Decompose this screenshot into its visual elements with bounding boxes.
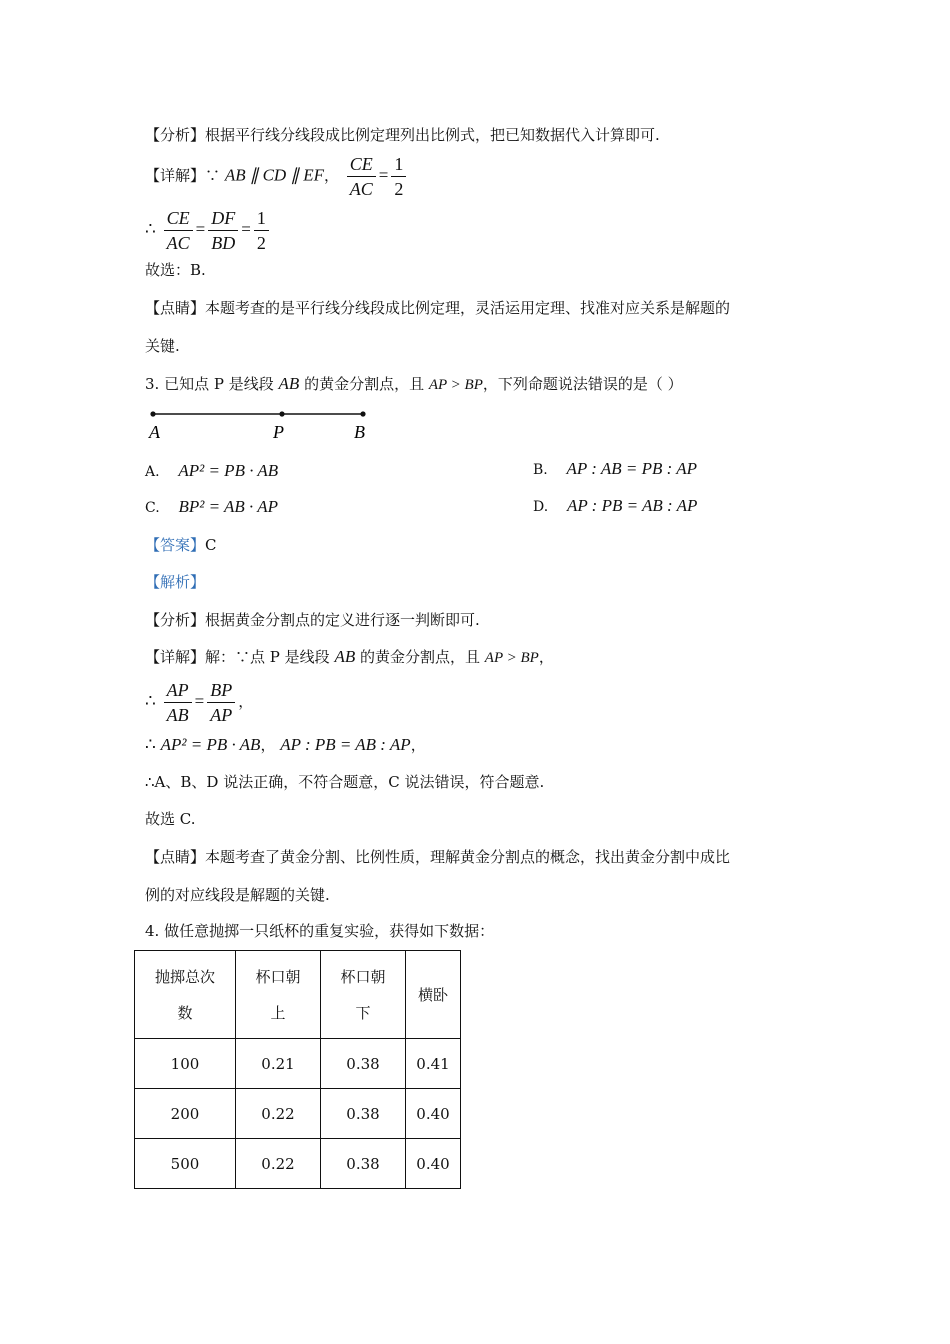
option-letter: A. [145, 464, 160, 480]
numerator: CE [347, 152, 376, 177]
header-text: 杯口朝 [255, 967, 301, 986]
option-d[interactable] [533, 496, 697, 516]
comment-line [145, 297, 730, 319]
question-4-stem: 4. 做任意抛掷一只纸杯的重复实验，获得如下数据： [145, 922, 495, 940]
segment-ab: AB [278, 374, 300, 393]
segment-ab: AB [334, 647, 356, 666]
detail-text: 的黄金分割点，且 [360, 648, 481, 666]
table-row [135, 1139, 461, 1189]
table-cell: 0.40 [406, 1089, 461, 1139]
comment-line-cont: 例的对应线段是解题的关键. [145, 886, 330, 904]
option-expr: AP² = PB · AB [178, 461, 279, 480]
detail-text: ， [538, 648, 554, 666]
table-cell: 0.38 [321, 1039, 406, 1089]
ratio-line [145, 678, 253, 727]
choose-line: 故选 C. [145, 810, 196, 828]
table-cell: 0.41 [406, 1039, 461, 1089]
table-row [135, 1039, 461, 1089]
therefore-symbol: ∴ [145, 735, 156, 754]
data-table [134, 950, 461, 1189]
detail-text: 解：∵点 P 是线段 [205, 648, 330, 666]
option-c[interactable] [145, 497, 278, 517]
analysis-tag: 【分析】 [145, 126, 206, 144]
table-cell: 0.38 [321, 1139, 406, 1189]
solution-tag: 【解析】 [145, 573, 206, 591]
option-expr: BP² = AB · AP [178, 497, 278, 516]
equals-sign: = [241, 219, 251, 239]
denominator: AC [349, 179, 373, 199]
table-cell: 500 [135, 1139, 236, 1189]
numerator: AP [164, 678, 192, 703]
header-text: 抛掷总次 [154, 967, 215, 986]
header-cell [406, 951, 461, 1039]
conclusion-line: ∴A、B、D 说法正确，不符合题意，C 说法错误，符合题意. [145, 773, 545, 791]
numerator: BP [207, 678, 235, 703]
table-cell: 0.21 [236, 1039, 321, 1089]
comma: ， [238, 692, 254, 711]
comment-text: 本题考查了黄金分割、比例性质，理解黄金分割点的概念，找出黄金分割中成比 [205, 848, 731, 866]
result-expr: AP² = PB · AB [160, 735, 261, 754]
stem-text: 3. 已知点 P 是线段 [145, 375, 274, 393]
comma: ， [260, 736, 276, 754]
table-cell: 100 [135, 1039, 236, 1089]
fraction-bp-ap [207, 678, 235, 727]
table-cell: 200 [135, 1089, 236, 1139]
equals-sign: = [194, 691, 205, 711]
option-a[interactable] [145, 461, 278, 481]
fraction-half [254, 206, 269, 255]
answer-line [145, 534, 217, 556]
option-expr: AP : AB = PB : AP [566, 459, 697, 478]
denominator: AP [210, 705, 233, 725]
answer-tag: 【答案】 [145, 536, 206, 554]
analysis-text: 根据黄金分割点的定义进行逐一判断即可. [205, 611, 480, 629]
header-text: 数 [177, 1003, 193, 1022]
header-cell [321, 951, 406, 1039]
because-symbol: ∵ [205, 166, 221, 185]
table-row [135, 1089, 461, 1139]
analysis-text: 根据平行线分线段成比例定理列出比例式，把已知数据代入计算即可. [205, 126, 660, 144]
header-text: 杯口朝 [340, 967, 386, 986]
table-cell: 0.40 [406, 1139, 461, 1189]
fraction-half [391, 152, 406, 201]
table-cell: 0.22 [236, 1089, 321, 1139]
point-a [150, 411, 155, 416]
fraction-ce-ac [347, 152, 376, 201]
table-cell: 0.22 [236, 1139, 321, 1189]
detail-line [145, 152, 409, 201]
therefore-symbol: ∴ [145, 219, 156, 239]
comma: ， [410, 736, 426, 754]
therefore-line [145, 206, 272, 255]
analysis-tag: 【分析】 [145, 611, 206, 629]
fraction-df-bd [208, 206, 238, 255]
numerator: CE [164, 206, 193, 231]
table-cell: 0.38 [321, 1089, 406, 1139]
label-b: B [354, 422, 365, 442]
option-letter: C. [145, 500, 160, 516]
comment-line-cont: 关键. [145, 337, 180, 355]
detail-line [145, 646, 554, 669]
denominator: AB [166, 705, 189, 725]
denominator: AC [166, 233, 190, 253]
option-b[interactable] [533, 459, 697, 479]
therefore-symbol: ∴ [145, 691, 156, 711]
analysis-line [145, 609, 480, 631]
fraction-ap-ab [164, 678, 192, 727]
comment-text: 本题考查的是平行线分线段成比例定理，灵活运用定理、找准对应关系是解题的 [205, 299, 731, 317]
option-letter: D. [533, 499, 549, 515]
table-header-row [135, 951, 461, 1039]
choose-line: 故选：B. [145, 261, 206, 279]
header-cell [236, 951, 321, 1039]
detail-tag: 【详解】 [145, 166, 206, 185]
fraction-ce-ac [164, 206, 193, 255]
header-text: 横卧 [417, 986, 448, 1004]
header-cell [135, 951, 236, 1039]
stem-text: 的黄金分割点，且 [304, 375, 425, 393]
analysis-line [145, 124, 660, 146]
result-expr: AP : PB = AB : AP [280, 735, 411, 754]
given-parallels: AB ∥ CD ∥ EF [224, 165, 324, 185]
denominator: BD [211, 233, 236, 253]
comma: ， [323, 166, 339, 185]
option-expr: AP : PB = AB : AP [566, 496, 698, 515]
detail-tag: 【详解】 [145, 648, 206, 666]
option-letter: B. [533, 462, 548, 478]
comment-tag: 【点睛】 [145, 299, 206, 317]
condition: AP > BP [428, 377, 483, 393]
result-line [145, 734, 426, 756]
numerator: 1 [391, 152, 406, 177]
header-text: 上 [270, 1003, 286, 1022]
condition: AP > BP [484, 650, 539, 666]
denominator: 2 [256, 233, 266, 253]
label-p: P [273, 422, 284, 442]
question-3-stem [145, 373, 683, 396]
denominator: 2 [394, 179, 404, 199]
numerator: DF [208, 206, 238, 231]
point-b [360, 411, 365, 416]
comment-line [145, 846, 730, 868]
stem-text: ，下列命题说法错误的是（ ） [482, 375, 683, 393]
comment-tag: 【点睛】 [145, 848, 206, 866]
equals-sign: = [195, 219, 206, 239]
answer-value: C [205, 536, 217, 554]
point-p [279, 411, 284, 416]
header-text: 下 [355, 1003, 371, 1022]
equals-sign: = [378, 165, 389, 185]
label-a: A [149, 422, 160, 442]
numerator: 1 [254, 206, 269, 231]
segment-figure [140, 402, 380, 444]
